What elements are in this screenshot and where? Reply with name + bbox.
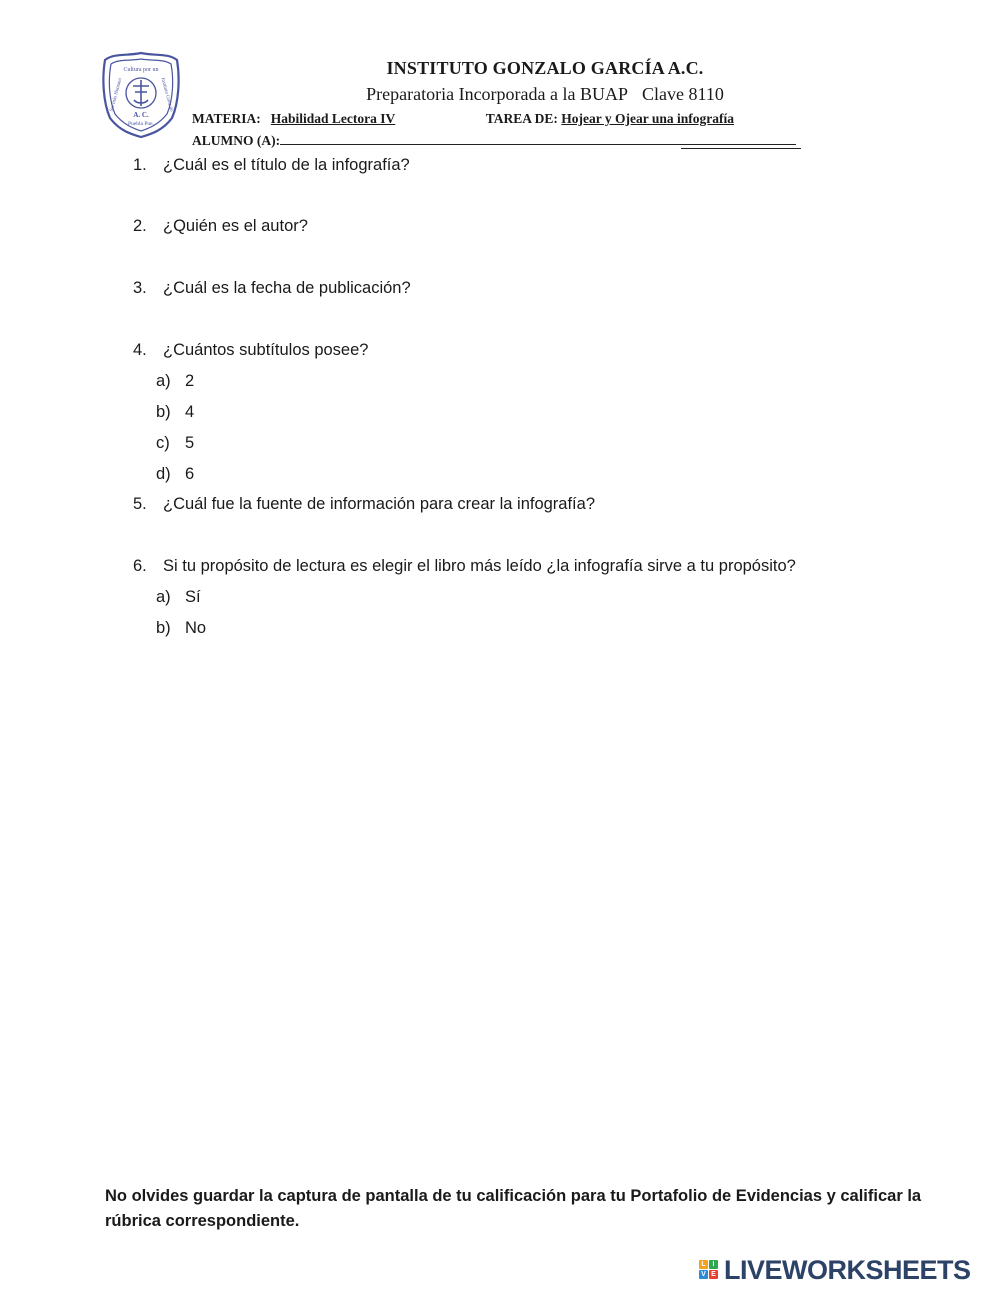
- school-name: INSTITUTO GONZALO GARCÍA A.C.: [386, 58, 704, 78]
- question-6: [133, 557, 796, 576]
- option-text: 6: [185, 465, 195, 483]
- option-letter: d): [156, 465, 171, 483]
- materia-value-field[interactable]: [261, 111, 472, 126]
- question-3: [133, 279, 411, 298]
- brand-cube-l: L: [699, 1260, 708, 1269]
- materia-label: MATERIA:: [192, 111, 261, 126]
- option-letter: b): [156, 619, 171, 637]
- school-subtitle: [0, 84, 1000, 105]
- question-5: [133, 495, 595, 514]
- question-text: Si tu propósito de lectura es elegir el libro más leído ¿la infografía sirve a tu propósito?: [163, 557, 796, 575]
- question-number: 6.: [133, 557, 147, 575]
- question-number: 3.: [133, 279, 147, 297]
- logo-text-right: Instituto Gonzalo: [159, 77, 174, 113]
- liveworksheets-logo[interactable]: [698, 1256, 994, 1286]
- option-4a[interactable]: [156, 372, 194, 391]
- alumno-extra-field[interactable]: [681, 140, 801, 149]
- brand-cube-v: V: [699, 1270, 708, 1279]
- logo-ac: A. C.: [133, 111, 149, 119]
- question-text: ¿Quién es el autor?: [163, 217, 308, 235]
- option-4c[interactable]: [156, 434, 194, 453]
- option-text: Sí: [185, 588, 201, 606]
- option-letter: a): [156, 588, 171, 606]
- option-4d[interactable]: [156, 465, 194, 484]
- option-6a[interactable]: [156, 588, 201, 607]
- option-4b[interactable]: [156, 403, 194, 422]
- logo-text-top: Cultura por un: [123, 67, 159, 73]
- question-text: ¿Cuál es la fecha de publicación?: [163, 279, 411, 297]
- option-6b[interactable]: [156, 619, 206, 638]
- question-number: 4.: [133, 341, 147, 359]
- logo-text-left: Ser más Humano: [109, 77, 124, 113]
- logo-text-bottom: Puebla Pue.: [128, 121, 154, 127]
- option-letter: c): [156, 434, 170, 452]
- brand-cube-e: E: [709, 1270, 718, 1279]
- question-4: [133, 341, 368, 360]
- materia-value: Habilidad Lectora IV: [270, 111, 396, 126]
- option-letter: b): [156, 403, 171, 421]
- question-number: 1.: [133, 156, 147, 174]
- option-letter: a): [156, 372, 171, 390]
- portfolio-reminder: No olvides guardar la captura de pantalla de tu calificación para tu Portafolio de Evidencias y calificar la rúbrica correspondiente.: [105, 1187, 922, 1230]
- school-subtitle-text: Preparatoria Incorporada a la BUAP: [366, 84, 629, 104]
- option-text: 5: [185, 434, 195, 452]
- question-number: 2.: [133, 217, 147, 235]
- school-clave: Clave 8110: [642, 84, 724, 104]
- option-text: No: [185, 619, 207, 637]
- tarea-label: TAREA DE:: [485, 111, 558, 126]
- question-text: ¿Cuántos subtítulos posee?: [163, 341, 369, 359]
- tarea-value: Hojear y Ojear una infografía: [561, 111, 735, 126]
- question-text: ¿Cuál es el título de la infografía?: [163, 156, 410, 174]
- option-text: 4: [185, 403, 195, 421]
- question-1: [133, 156, 410, 175]
- brand-cube-i: I: [709, 1260, 718, 1269]
- brand-text: LIVEWORKSHEETS: [724, 1255, 971, 1285]
- materia-line: [192, 111, 734, 127]
- question-number: 5.: [133, 495, 147, 513]
- option-text: 2: [185, 372, 195, 390]
- question-text: ¿Cuál fue la fuente de información para crear la infografía?: [163, 495, 595, 513]
- question-2: [133, 217, 308, 236]
- alumno-label: ALUMNO (A):: [192, 133, 281, 148]
